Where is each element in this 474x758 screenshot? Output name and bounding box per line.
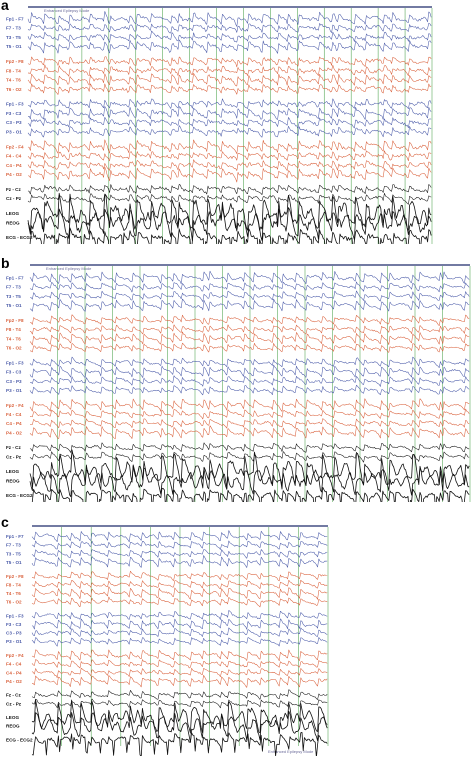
channel-label: ECG - ECG2: [6, 737, 33, 743]
eeg-trace: [28, 126, 431, 138]
eeg-trace: [32, 690, 327, 700]
channel-label: F3 - C3: [6, 369, 22, 375]
eeg-trace: [32, 650, 327, 661]
channel-label: P4 - O2: [6, 678, 22, 684]
eeg-trace: [28, 11, 431, 26]
channel-label: F8 - T4: [6, 582, 21, 588]
channel-label: T6 - O2: [6, 599, 22, 605]
eeg-trace: [30, 365, 469, 378]
eeg-trace: [28, 167, 431, 182]
eeg-trace: [32, 587, 327, 600]
eeg-trace: [28, 57, 431, 67]
channel-label: Fp2 - F4: [6, 402, 24, 408]
eeg-trace: [28, 184, 431, 194]
eeg-trace: [30, 291, 469, 302]
channel-label: C4 - P4: [6, 421, 22, 427]
channel-label: REOG: [6, 723, 20, 729]
eeg-trace: [32, 668, 327, 678]
channel-label: F7 - T3: [6, 542, 21, 548]
channel-label: F4 - C4: [6, 153, 22, 159]
channel-label: Fp1 - F7: [6, 275, 24, 281]
eeg-trace: [30, 487, 469, 502]
eeg-trace: [28, 151, 431, 161]
eeg-trace: [28, 140, 431, 154]
panel-footer-text: Enhanced Epilepsy Mode: [268, 749, 314, 754]
channel-label: Fz - Cz: [6, 445, 21, 451]
eeg-trace: [32, 610, 327, 619]
eeg-trace: [30, 409, 469, 419]
eeg-trace: [32, 541, 327, 550]
channel-label: F4 - C4: [6, 661, 22, 667]
channel-label: T6 - O2: [6, 86, 22, 92]
eeg-panel-b-svg: [6, 264, 472, 502]
channel-label: F3 - C3: [6, 110, 22, 116]
eeg-trace: [28, 31, 431, 43]
eeg-trace: [30, 376, 469, 387]
channel-label: P4 - O2: [6, 430, 22, 436]
eeg-trace: [30, 299, 469, 311]
channel-label: ECG - ECG2: [6, 493, 33, 499]
channel-label: P3 - O1: [6, 639, 22, 645]
channel-label: Fz - Cz: [6, 692, 21, 698]
eeg-panel-c: [6, 522, 330, 756]
eeg-panel-a: [6, 6, 434, 244]
channel-label: LEOG: [6, 469, 20, 475]
eeg-trace: [28, 23, 431, 33]
panel-header-text: Enhanced Epilepsy Mode: [44, 8, 90, 13]
eeg-trace: [32, 549, 327, 558]
channel-label: Cz - Pz: [6, 701, 22, 707]
eeg-trace: [32, 597, 327, 607]
channel-label: T3 - T5: [6, 551, 21, 557]
panel-a-letter: a: [1, 0, 9, 13]
eeg-trace: [30, 385, 469, 395]
channel-label: Fp1 - F3: [6, 613, 24, 619]
channel-label: REOG: [6, 220, 20, 226]
channel-label: Fp1 - F7: [6, 16, 24, 22]
eeg-trace: [30, 426, 469, 439]
eeg-trace: [32, 660, 327, 669]
channel-label: F8 - T4: [6, 68, 21, 74]
panel-header-text: Enhanced Epilepsy Mode: [46, 266, 92, 271]
channel-label: F8 - T4: [6, 327, 21, 333]
channel-label: Fz - Cz: [6, 186, 21, 192]
eeg-trace: [30, 282, 469, 292]
eeg-trace: [30, 399, 469, 412]
channel-label: T4 - T6: [6, 590, 21, 596]
eeg-trace: [30, 443, 469, 453]
eeg-trace: [30, 315, 469, 326]
eeg-trace: [32, 628, 327, 637]
eeg-trace: [28, 160, 431, 171]
eeg-trace: [32, 531, 327, 542]
eeg-trace: [32, 556, 327, 568]
channel-label: T3 - T5: [6, 293, 21, 299]
eeg-trace: [28, 193, 431, 204]
channel-label: C4 - P4: [6, 162, 22, 168]
channel-label: LEOG: [6, 715, 20, 721]
channel-label: Fp1 - F3: [6, 101, 24, 107]
channel-label: P3 - O1: [6, 129, 22, 135]
eeg-trace: [30, 450, 469, 491]
channel-label: REOG: [6, 478, 20, 484]
channel-label: Fp2 - F8: [6, 317, 24, 323]
eeg-trace: [28, 40, 431, 54]
eeg-trace: [28, 106, 431, 119]
channel-label: Fp2 - F8: [6, 573, 24, 579]
eeg-trace: [30, 271, 469, 284]
channel-label: T4 - T6: [6, 77, 21, 83]
channel-label: Fp1 - F3: [6, 360, 24, 366]
eeg-trace: [32, 637, 327, 646]
eeg-trace: [28, 99, 431, 109]
channel-label: T4 - T6: [6, 336, 21, 342]
channel-label: F3 - C3: [6, 622, 22, 628]
channel-label: C4 - P4: [6, 670, 22, 676]
eeg-trace: [28, 65, 431, 77]
channel-label: Cz - Pz: [6, 196, 22, 202]
eeg-trace: [30, 324, 469, 334]
eeg-panel-c-svg: [6, 522, 330, 756]
channel-label: C3 - P3: [6, 378, 22, 384]
channel-label: Fp1 - F7: [6, 534, 24, 540]
channel-label: F4 - C4: [6, 411, 22, 417]
channel-label: Fp2 - F8: [6, 59, 24, 65]
eeg-trace: [28, 84, 431, 95]
channel-label: F7 - T3: [6, 284, 21, 290]
channel-label: P3 - O1: [6, 387, 22, 393]
eeg-trace: [30, 419, 469, 429]
channel-label: P4 - O2: [6, 172, 22, 178]
channel-label: Fp2 - F4: [6, 144, 24, 150]
eeg-trace: [32, 580, 327, 589]
channel-label: C3 - P3: [6, 120, 22, 126]
channel-label: F7 - T3: [6, 25, 21, 31]
eeg-trace: [32, 700, 327, 734]
eeg-trace: [32, 675, 327, 687]
eeg-trace: [32, 571, 327, 581]
channel-label: ECG - ECG2: [6, 235, 33, 241]
channel-label: Fp2 - F4: [6, 653, 24, 659]
eeg-panel-b: [6, 264, 472, 502]
channel-label: T5 - O1: [6, 559, 22, 565]
eeg-trace: [32, 619, 327, 630]
channel-label: T5 - O1: [6, 303, 22, 309]
channel-label: C3 - P3: [6, 630, 22, 636]
channel-label: Cz - Pz: [6, 454, 22, 460]
panel-c-letter: c: [1, 514, 9, 530]
panel-b-letter: b: [1, 255, 10, 271]
channel-label: T6 - O2: [6, 345, 22, 351]
eeg-trace: [30, 452, 469, 463]
eeg-panel-a-svg: [6, 6, 434, 244]
eeg-trace: [30, 357, 469, 368]
channel-label: LEOG: [6, 211, 20, 217]
eeg-trace: [32, 699, 327, 708]
channel-label: T5 - O1: [6, 44, 22, 50]
eeg-trace: [30, 332, 469, 345]
eeg-trace: [28, 117, 431, 128]
channel-label: T3 - T5: [6, 34, 21, 40]
eeg-trace: [30, 343, 469, 352]
